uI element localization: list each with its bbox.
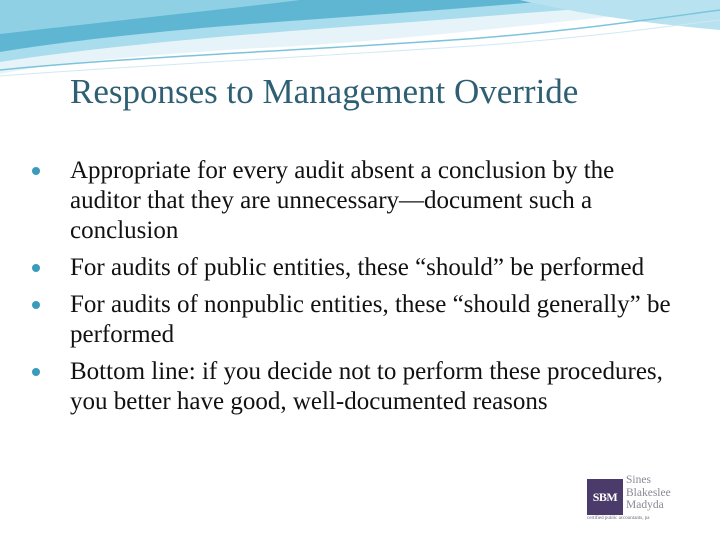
bullet-item (28, 290, 688, 350)
bullet-icon (32, 167, 40, 175)
bullet-icon (32, 368, 40, 376)
bullet-text: For audits of public entities, these “should” be performed (70, 254, 645, 281)
logo-firm-names (626, 474, 686, 512)
logo-name-line: Madyda (626, 499, 664, 511)
logo-name-line: Blakeslee (626, 486, 671, 499)
bullet-item (28, 156, 688, 246)
bullet-item (28, 253, 688, 283)
logo-name-line: Sines (626, 474, 651, 486)
slide-title: Responses to Management Override (70, 72, 579, 111)
logo-tagline: certified public accountants, pa (587, 516, 650, 521)
bullet-text: Bottom line: if you decide not to perform these procedures, you better have good, well-documented reasons (70, 358, 663, 415)
bullet-item (28, 357, 688, 417)
logo-monogram: SBM (587, 479, 623, 515)
bullet-list (28, 156, 688, 424)
firm-logo (585, 474, 685, 524)
bullet-text: For audits of nonpublic entities, these “should generally” be performed (70, 291, 671, 348)
bullet-icon (32, 301, 40, 309)
bullet-icon (32, 264, 40, 272)
bullet-text: Appropriate for every audit absent a conclusion by the auditor that they are unnecessary—document such a conclusion (70, 157, 615, 244)
